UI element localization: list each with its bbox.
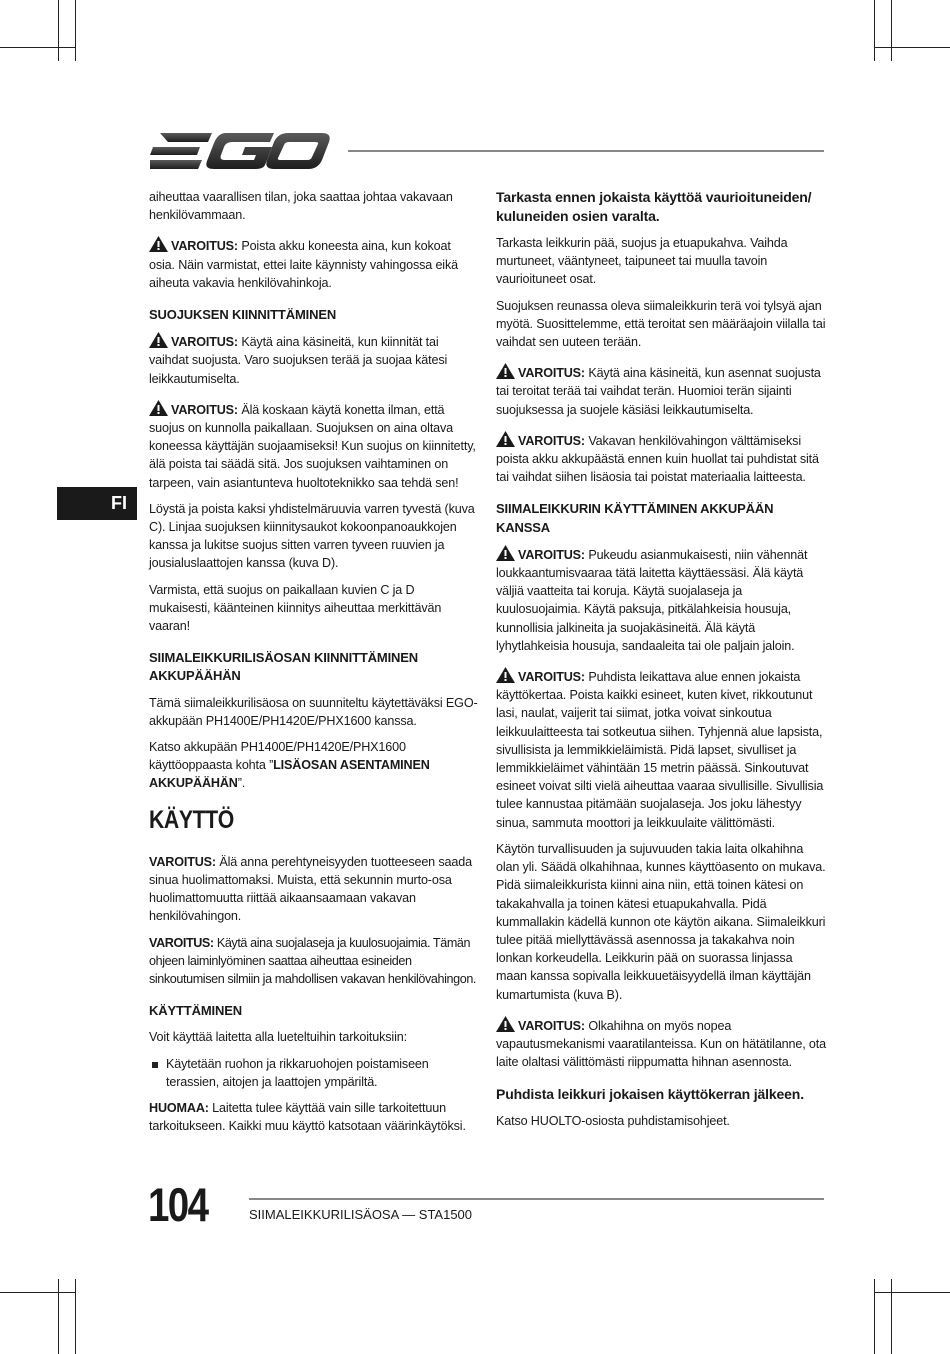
note-label: HUOMAA: [149,1100,209,1115]
warning-icon [496,545,515,561]
warning-icon [496,363,515,379]
paragraph-bold: LISÄOSAN ASENTAMINEN AKKUPÄÄHÄN [149,758,430,791]
warning-text: Älä koskaan käytä konetta ilman, että suojus on kunnolla paikallaan. Suojuksen on aina oltava koneessa käyttäjän suojaamiseksi! Kun suojus on kiinnitetty, älä poista tai säädä sitä. Jos suojuksen vaihtaminen on tarpeen, vain asiantunteva huoltoteknikko saa tehdä sen! [149,402,476,490]
warning-paragraph [149,236,479,292]
section-heading: SUOJUKSEN KIINNITTÄMINEN [149,307,337,323]
page-number: 104 [148,1178,208,1231]
section-heading: SIIMALEIKKURIN KÄYTTÄMINEN AKKUPÄÄN KANSSA [496,501,774,535]
crop-mark [875,1292,950,1293]
warning-label: VAROITUS: [171,402,238,417]
crop-mark [874,1279,875,1354]
warning-text: Älä anna perehtyneisyyden tuotteeseen saada sinua huolimattomaksi. Muista, että sekunnin murto-osa huolimattomuutta riittää aikaansaamaan vakavan henkilövahingon. [149,854,472,924]
warning-paragraph [149,934,479,989]
paragraph [149,738,479,793]
paragraph: Suojuksen reunassa oleva siimaleikkurin terä voi tylsyä ajan myötä. Suosittelemme, että teroitat sen määräajoin viilalla tai vaihdat sen uuteen terään. [496,298,826,350]
warning-icon [496,1016,515,1032]
note-paragraph [149,1099,479,1135]
paragraph: Varmista, että suojus on paikallaan kuvien C ja D mukaisesti, käänteinen kiinnitys aiheuttaa merkittävän vaaran! [149,582,442,634]
crop-mark [75,1279,76,1354]
crop-mark [0,1292,75,1293]
warning-label: VAROITUS: [149,935,214,950]
warning-paragraph [496,1016,826,1072]
warning-text: Käytä aina suojalaseja ja kuulosuojaimia. Tämän ohjeen laiminlyöminen saattaa aiheuttaa esineiden sinkoutumisen silmiin ja mahdollisen vakavan henkilövahingon. [149,935,477,986]
section-heading: KÄYTTÄMINEN [149,1003,242,1019]
footer-rule [249,1198,824,1200]
warning-text: Olkahihna on myös nopea vapautusmekanismi vaaratilanteissa. Kun on hätätilanne, ota laite olaltasi välittömästi riippumatta hihnan asennosta. [496,1018,826,1070]
warning-label: VAROITUS: [171,239,238,254]
warning-label: VAROITUS: [149,854,216,869]
warning-label: VAROITUS: [518,433,585,448]
crop-mark [875,47,950,48]
note-text: Laitetta tulee käyttää vain sille tarkoitettuun tarkoitukseen. Kaikki muu käyttö katsotaan väärinkäytöksi. [149,1100,466,1134]
warning-label: VAROITUS: [171,335,238,350]
paragraph: aiheuttaa vaarallisen tilan, joka saattaa johtaa vakavaan henkilövammaan. [149,190,453,223]
warning-icon [496,667,515,683]
language-tab: FI [57,487,137,520]
paragraph: Tämä siimaleikkurilisäosa on suunniteltu käytettäväksi EGO-akkupään PH1400E/PH1420E/PHX1600 kanssa. [149,695,478,728]
warning-text: Käytä aina käsineitä, kun asennat suojusta tai teroitat terää tai vaihdat terän. Huomioi terän sijainti suojuksessa ja suojele käsiäsi leikkautumiselta. [496,366,821,417]
paragraph: Voit käyttää laitetta alla lueteltuihin tarkoituksiin: [149,1030,407,1045]
crop-mark [75,0,76,61]
bullet-list [149,1055,479,1091]
section-heading: SIIMALEIKKURILISÄOSAN KIINNITTÄMINEN AKKUPÄÄHÄN [149,650,419,684]
warning-paragraph [149,332,479,388]
left-column [149,188,479,1143]
section-heading: Puhdista leikkuri jokaisen käyttökerran jälkeen. [496,1086,804,1103]
warning-paragraph [496,431,826,487]
warning-text: Pukeudu asianmukaisesti, niin vähennät loukkaantumisvaaraa tätä laitetta käyttäessäsi. Älä käytä väljiä vaatteita tai koruja. Käytä suojalaseja ja kuulosuojaimia. Käytä paksuja, pitkälahkeisia housuja, kunnollisia jalkineita ja suojakäsineitä. Älä käytä lyhytlahkeisia housuja, sandaaleita tai ole paljain jaloin. [496,547,808,653]
crop-mark [0,47,75,48]
paragraph-text: ”. [237,776,246,791]
footer-text: SIIMALEIKKURILISÄOSA — STA1500 [249,1207,473,1222]
list-item: Käytetään ruohon ja rikkaruohojen poistamiseen terassien, aitojen ja laattojen ympäriltä. [149,1055,479,1091]
right-column [496,188,826,1139]
warning-paragraph [496,667,826,832]
warning-icon [149,400,168,416]
warning-paragraph [149,853,479,926]
paragraph: Käytön turvallisuuden ja sujuvuuden takia laita olkahihna olan yli. Säädä olkahihnaa, kunnes käyttöasento on mukava. Pidä siimaleikkurista kiinni aina niin, että toinen kätesi on takakahvalla ja toinen kätesi etuapukahvalla. Pidä kummallakin kädellä kunnon ote käytön aikana. Siimaleikkuri tulee pitää miellyttävässä asennossa ja takakahva noin lonkan korkeudella. Leikkurin pää on suorassa linjassa maan kanssa sopivalla leikkuuetäisyydellä ilman käyttäjän kumartumista (kuva B). [496,841,826,1002]
warning-icon [149,236,168,252]
header-rule [348,150,824,152]
warning-label: VAROITUS: [518,366,585,381]
crop-mark [58,1279,59,1354]
warning-paragraph [149,400,479,492]
warning-text: Vakavan henkilövahingon välttämiseksi poista akku akkupäästä ennen kuin huollat tai puhdistat sitä tai vaihdat siihen lisäosia tai poistat materiaalia laitteesta. [496,433,819,485]
warning-label: VAROITUS: [518,1018,585,1033]
warning-icon [149,332,168,348]
warning-label: VAROITUS: [518,670,585,685]
warning-paragraph [496,363,826,419]
warning-text: Puhdista leikattava alue ennen jokaista käyttökertaa. Poista kaikki esineet, kuten kivet, rikkoutunut lasi, naulat, vaijerit tai siimat, jotka voivat sinkoutua leikkuulaitteesta tai sotkeutua siihen. Tyhjennä alue lapsista, sivullisista ja lemmikkieläimistä. Pidä lapset, sivulliset ja lemmikkieläimet vähintään 15 metrin päässä. Sinkoutuvat esineet voivat silti vielä aiheuttaa vaaraa sivullisille. Sivullisia tulee kannustaa pitämään suojalaseja. Jos joku lähestyy sinua, sammuta moottori ja leikkuulaite välittömästi. [496,670,824,830]
ego-logo [150,131,330,171]
warning-icon [496,431,515,447]
paragraph: Löystä ja poista kaksi yhdistelmäruuvia varren tyvestä (kuva C). Linjaa suojuksen kiinnitysaukot kokoonpanoaukkojen kanssa ja lukitse suojus sitten varren tyveen ruuvien ja jousialuslaattojen kanssa (kuva D). [149,501,475,571]
warning-label: VAROITUS: [518,547,585,562]
warning-text: Poista akku koneesta aina, kun kokoat osia. Näin varmistat, ettei laite käynnisty vahingossa eikä aiheuta vakavia henkilövahinkoja. [149,239,458,290]
crop-mark [891,0,892,61]
paragraph-text: Katso akkupään PH1400E/PH1420E/PHX1600 käyttöoppaasta kohta ” [149,740,406,773]
crop-mark [58,0,59,61]
section-heading: Tarkasta ennen jokaista käyttöä vaurioituneiden/ kuluneiden osien varalta. [496,189,812,224]
paragraph: Tarkasta leikkurin pää, suojus ja etuapukahva. Vaihda murtuneet, vääntyneet, taipuneet tai muulla tavoin vaurioituneet osat. [496,236,788,287]
chapter-title: KÄYTTÖ [149,805,234,834]
warning-paragraph [496,545,826,655]
warning-text: Käytä aina käsineitä, kun kiinnität tai vaihdat suojusta. Varo suojuksen terää ja suojaa kätesi leikkautumiselta. [149,335,448,386]
crop-mark [874,0,875,61]
crop-mark [891,1279,892,1354]
paragraph: Katso HUOLTO-osiosta puhdistamisohjeet. [496,1114,730,1129]
